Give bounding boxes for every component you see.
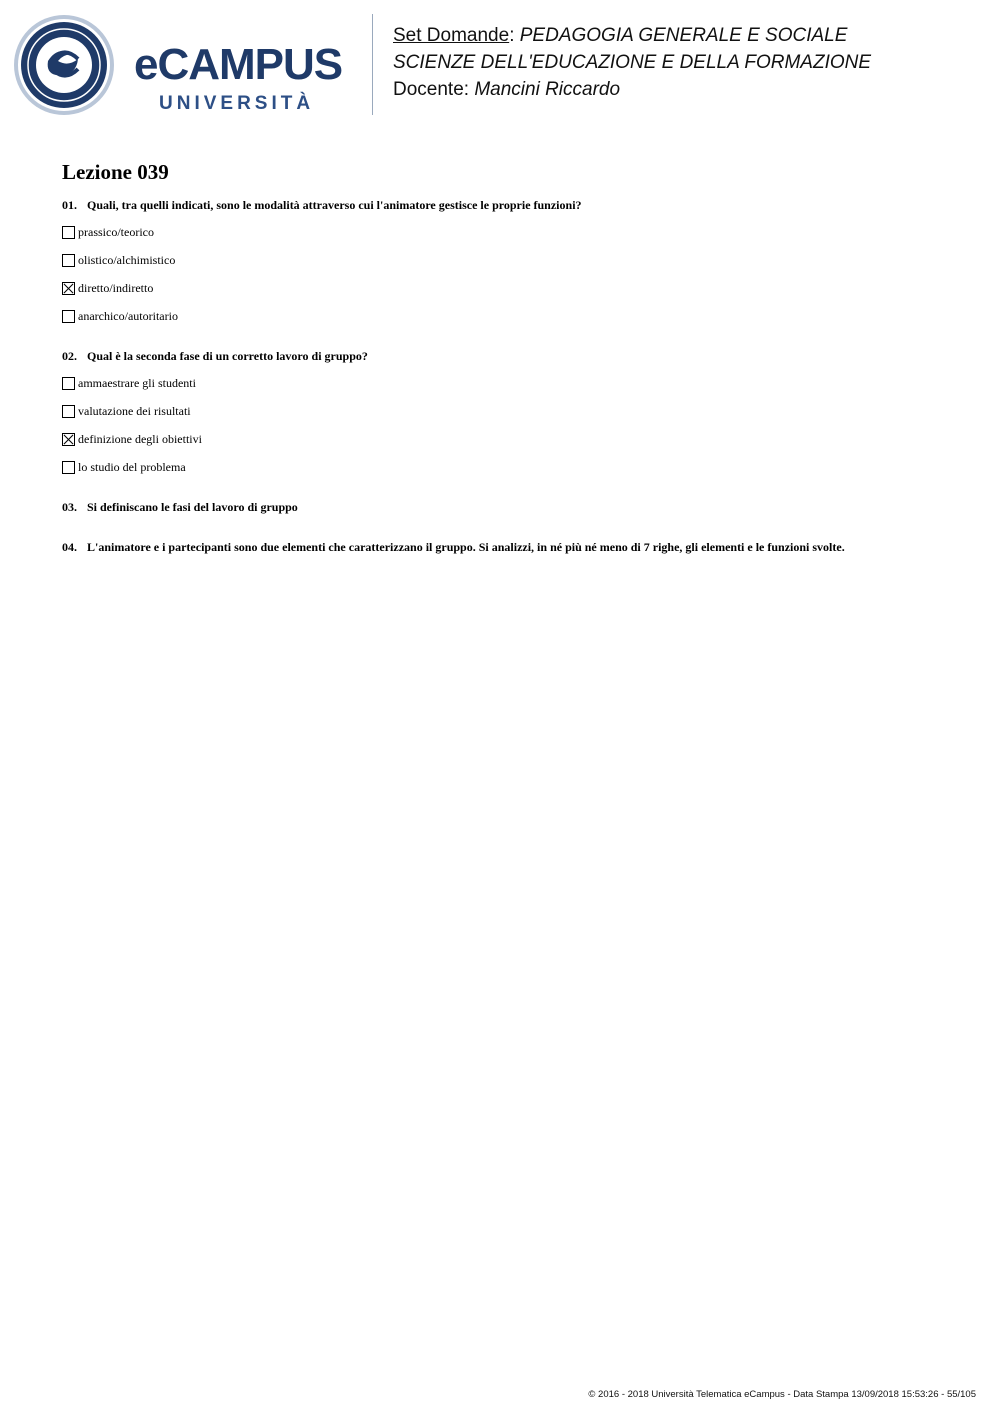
set-label: Set Domande [393,25,510,46]
question-04 [62,540,845,555]
set-line [393,22,871,49]
course-name: SCIENZE DELL'EDUCAZIONE E DELLA FORMAZIONE [393,52,872,73]
checkbox[interactable] [62,405,75,418]
checkbox[interactable] [62,377,75,390]
option[interactable] [62,225,154,240]
ecampus-logo [14,13,354,117]
header-divider [372,14,373,115]
page-footer: © 2016 - 2018 Università Telematica eCampus - Data Stampa 13/09/2018 15:53:26 - 55/105 [588,1389,976,1400]
question-01 [62,198,582,213]
teacher-line [393,76,871,103]
seal-icon [14,15,114,115]
question-text: Si definiscano le fasi del lavoro di gruppo [87,500,298,514]
question-number: 01. [62,198,77,212]
question-03 [62,500,298,515]
option-label: diretto/indiretto [78,281,154,295]
checkbox-checked[interactable] [62,282,75,295]
option[interactable] [62,281,153,296]
question-text: Qual è la seconda fase di un corretto lavoro di gruppo? [87,349,368,363]
question-number: 02. [62,349,77,363]
checkbox[interactable] [62,461,75,474]
option-label: valutazione dei risultati [78,404,191,418]
option[interactable] [62,432,202,447]
option-label: lo studio del problema [78,460,186,474]
checkbox[interactable] [62,310,75,323]
option-label: ammaestrare gli studenti [78,376,196,390]
option[interactable] [62,309,178,324]
teacher-name: Mancini Riccardo [474,79,621,100]
lesson-title: Lezione 039 [62,160,169,184]
option[interactable] [62,253,175,268]
checkbox-checked[interactable] [62,433,75,446]
option-label: olistico/alchimistico [78,253,176,267]
teacher-label: Docente: [393,79,475,100]
question-02 [62,349,368,364]
option-label: anarchico/autoritario [78,309,178,323]
logo-wordmark: eCAMPUS [134,40,343,89]
checkbox[interactable] [62,254,75,267]
option-label: prassico/teorico [78,225,154,239]
header-info [393,22,871,103]
option[interactable] [62,460,186,475]
question-number: 04. [62,540,77,554]
checkbox[interactable] [62,226,75,239]
question-text: Quali, tra quelli indicati, sono le modalità attraverso cui l'animatore gestisce le proprie funzioni? [87,198,582,212]
page-header [0,0,1000,120]
question-text: L'animatore e i partecipanti sono due elementi che caratterizzano il gruppo. Si analizzi, in né più né meno di 7 righe, gli elementi e le funzioni svolte. [87,540,845,554]
logo-subtitle: UNIVERSITÀ [159,93,315,114]
option-label: definizione degli obiettivi [78,432,202,446]
option[interactable] [62,404,191,419]
option[interactable] [62,376,196,391]
set-value: PEDAGOGIA GENERALE E SOCIALE [519,25,848,46]
question-number: 03. [62,500,77,514]
set-separator: : [509,25,520,46]
